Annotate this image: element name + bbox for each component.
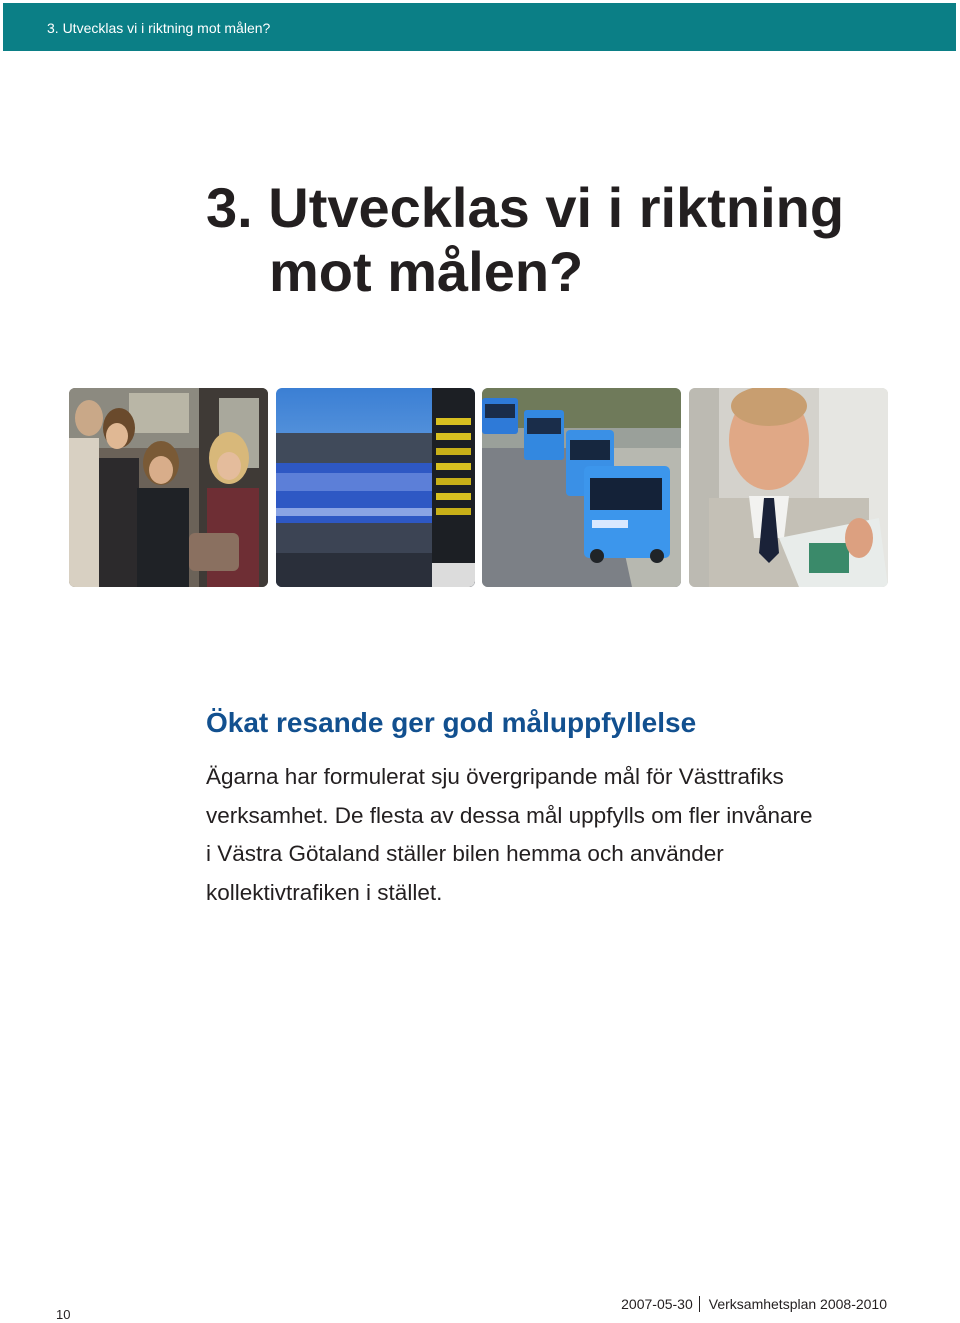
footer-separator <box>699 1296 700 1312</box>
tram-and-timetable-display-photo <box>276 388 475 587</box>
body-line: verksamhet. De flesta av dessa mål uppfylls om fler invånare <box>206 802 813 828</box>
header-bar <box>3 3 956 51</box>
passengers-boarding-photo <box>69 388 268 587</box>
body-line: i Västra Götaland ställer bilen hemma och använder <box>206 841 724 866</box>
page-number: 10 <box>56 1307 71 1322</box>
body-line: kollektivtrafiken i stället. <box>206 879 443 905</box>
page-title-line-2: mot målen? <box>269 240 584 303</box>
footer-info <box>621 1296 887 1313</box>
blue-buses-at-stop-photo <box>482 388 681 587</box>
man-reading-newspaper-photo <box>689 388 888 587</box>
footer-document-title: Verksamhetsplan 2008-2010 <box>708 1296 887 1312</box>
section-heading: Ökat resande ger god måluppfyllelse <box>206 707 697 738</box>
page-title-line-1: 3. Utvecklas vi i riktning <box>206 176 845 239</box>
body-line: Ägarna har formulerat sju övergripande mål för Västtrafiks <box>206 764 784 789</box>
page-title <box>206 176 906 304</box>
running-title: 3. Utvecklas vi i riktning mot målen? <box>47 20 271 36</box>
footer-date: 2007-05-30 <box>621 1296 693 1312</box>
body-paragraph <box>206 758 906 912</box>
